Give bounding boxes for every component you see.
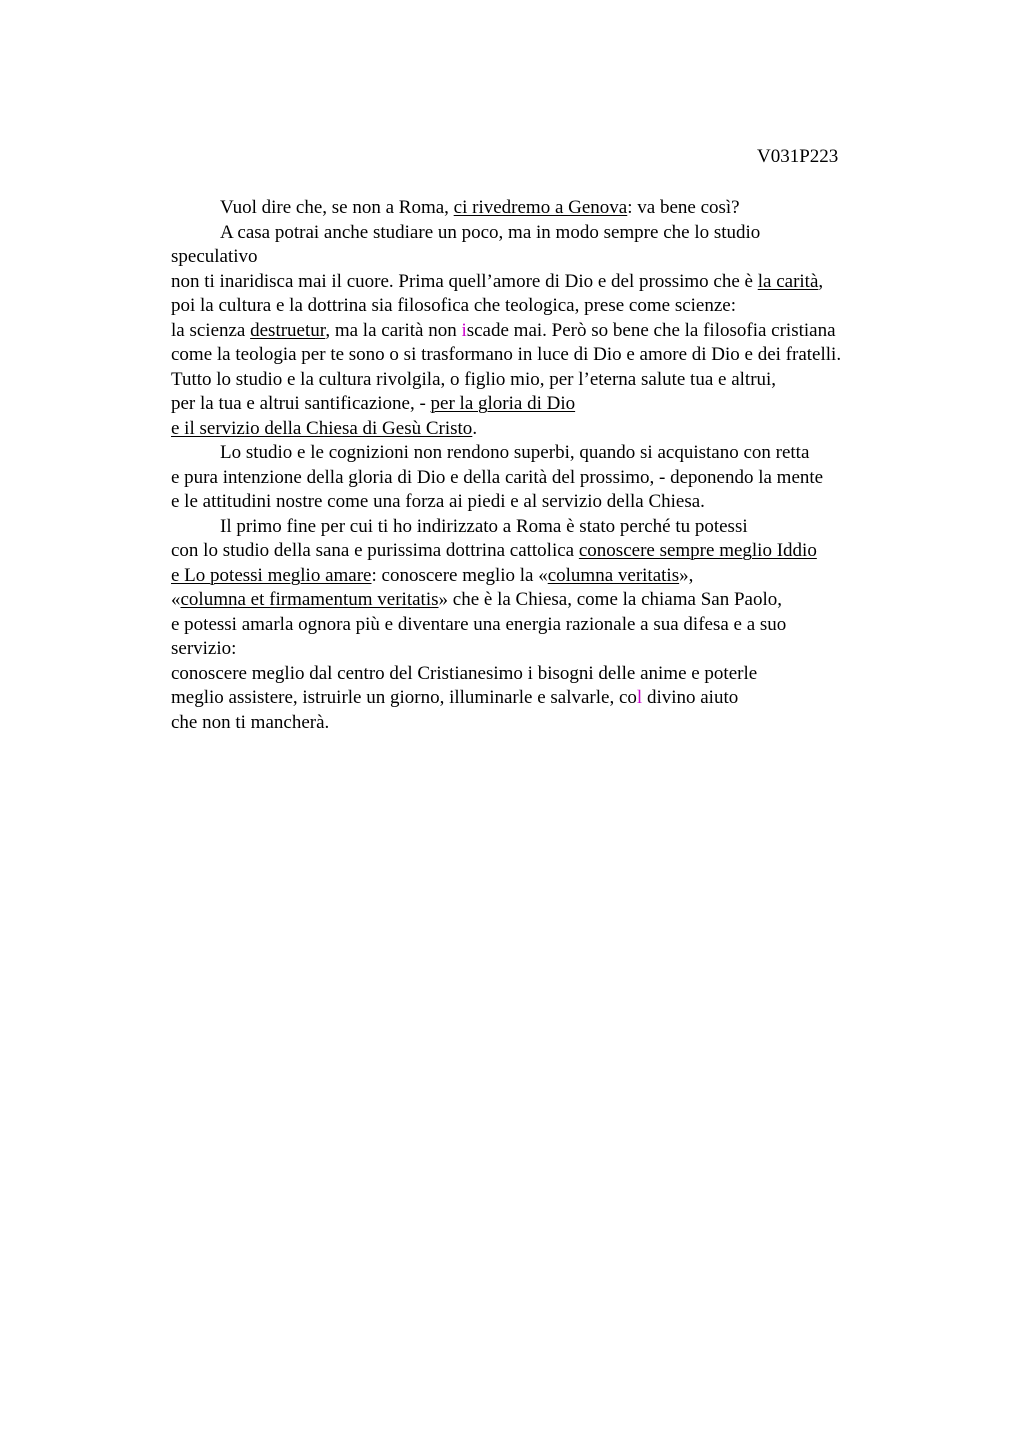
text-span: con lo studio della sana e purissima dottrina cattolica bbox=[171, 540, 579, 561]
highlighted-letter: l bbox=[636, 687, 643, 708]
text-line bbox=[171, 441, 911, 466]
text-line bbox=[171, 490, 911, 515]
text-line bbox=[171, 662, 911, 687]
text-line bbox=[171, 711, 911, 736]
text-line bbox=[171, 319, 911, 344]
text-span: conoscere meglio dal centro del Cristianesimo i bisogni delle anime e poterle bbox=[171, 662, 758, 684]
text-span: la scienza bbox=[171, 319, 251, 341]
underlined-phrase: destruetur bbox=[250, 319, 326, 341]
text-span: scade mai. Però so bene che la filosofia cristiana bbox=[466, 319, 836, 341]
text-line bbox=[171, 539, 911, 564]
text-span: speculativo bbox=[171, 246, 258, 267]
text-line bbox=[171, 245, 911, 270]
text-span: servizio: bbox=[171, 638, 237, 659]
text-span: Lo studio e le cognizioni non rendono superbi, quando si acquistano con retta bbox=[220, 442, 810, 463]
text-line bbox=[171, 588, 911, 613]
text-span: » che è la Chiesa, come la chiama San Paolo, bbox=[438, 589, 782, 610]
text-span: come la teologia per te sono o si trasformano in luce di Dio e amore di Dio e dei fratelli. bbox=[171, 344, 842, 365]
text-span: divino aiuto bbox=[642, 687, 739, 708]
text-span: « bbox=[171, 589, 181, 610]
text-span: , bbox=[818, 270, 824, 292]
text-span: Vuol dire che, se non a Roma, bbox=[220, 197, 454, 218]
underlined-phrase: la carità bbox=[757, 270, 819, 292]
underlined-phrase: columna et firmamentum veritatis bbox=[180, 589, 439, 610]
text-span: : conoscere meglio la « bbox=[371, 564, 548, 586]
text-span: Tutto lo studio e la cultura rivolgila, o figlio mio, per l’eterna salute tua e altrui, bbox=[171, 368, 777, 390]
underlined-phrase: e il servizio della Chiesa di Gesù Cristo bbox=[171, 417, 473, 439]
text-span: e le attitudini nostre come una forza ai piedi e al servizio della Chiesa. bbox=[171, 491, 705, 512]
text-line bbox=[171, 392, 911, 417]
text-span: che non ti mancherà. bbox=[171, 711, 330, 733]
text-span: . bbox=[472, 417, 478, 439]
highlighted-letter: i bbox=[461, 319, 467, 341]
text-span: e potessi amarla ognora più e diventare una energia razionale a sua difesa e a suo bbox=[171, 613, 787, 635]
underlined-phrase: e Lo potessi meglio amare bbox=[171, 564, 372, 586]
text-span: : va bene così? bbox=[627, 197, 740, 218]
text-span: poi la cultura e la dottrina sia filosofica che teologica, prese come scienze: bbox=[171, 295, 737, 316]
text-span: Il primo fine per cui ti ho indirizzato a Roma è stato perché tu potessi bbox=[220, 515, 748, 537]
text-span: non ti inaridisca mai il cuore. Prima quell’amore di Dio e del prossimo che è bbox=[171, 270, 758, 292]
text-line bbox=[171, 686, 911, 711]
underlined-phrase: ci rivedremo a Genova bbox=[453, 197, 628, 218]
text-span: per la tua e altrui santificazione, - bbox=[171, 393, 431, 414]
text-line bbox=[171, 270, 911, 295]
text-span: , ma la carità non bbox=[325, 319, 462, 341]
text-span: meglio assistere, istruirle un giorno, illuminarle e salvarle, co bbox=[171, 687, 637, 708]
text-line bbox=[171, 564, 911, 589]
letter-body bbox=[171, 196, 911, 735]
text-line bbox=[171, 466, 911, 491]
text-line bbox=[171, 221, 911, 246]
text-line bbox=[171, 515, 911, 540]
text-span: e pura intenzione della gloria di Dio e della carità del prossimo, - deponendo la mente bbox=[171, 466, 824, 488]
text-line bbox=[171, 613, 911, 638]
underlined-phrase: per la gloria di Dio bbox=[430, 393, 576, 414]
text-line bbox=[171, 343, 911, 368]
underlined-phrase: columna veritatis bbox=[547, 564, 680, 586]
text-line bbox=[171, 417, 911, 442]
text-line bbox=[171, 294, 911, 319]
text-line bbox=[171, 637, 911, 662]
text-line bbox=[171, 196, 911, 221]
text-line bbox=[171, 368, 911, 393]
document-id: V031P223 bbox=[757, 146, 839, 167]
text-span: A casa potrai anche studiare un poco, ma in modo sempre che lo studio bbox=[220, 221, 761, 243]
underlined-phrase: conoscere sempre meglio Iddio bbox=[578, 540, 817, 561]
text-span: », bbox=[679, 564, 694, 586]
